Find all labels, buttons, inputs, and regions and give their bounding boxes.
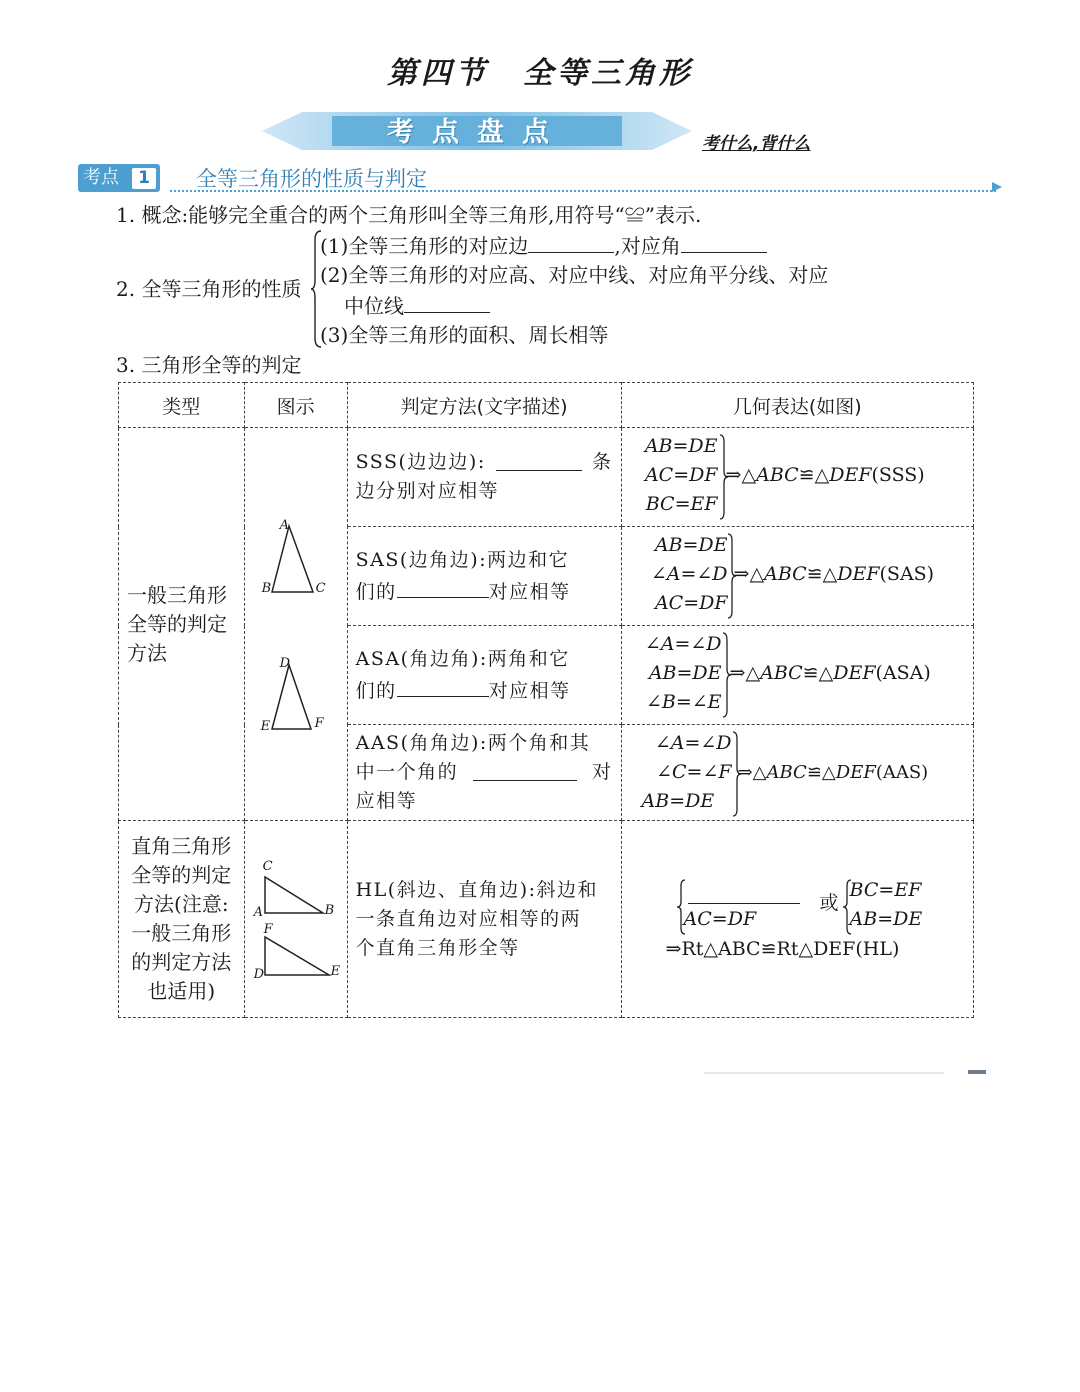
kaodian-title: 全等三角形的性质与判定 — [196, 167, 427, 191]
property-1-before: (1)全等三角形的对应边 — [320, 234, 529, 258]
property-1 — [320, 230, 767, 261]
section-title: 第四节 全等三角形 — [387, 56, 693, 91]
condition: AC=DF — [654, 592, 728, 614]
method-sss — [347, 428, 621, 527]
right-triangle-abc — [265, 877, 323, 913]
vertex-label: B — [261, 581, 272, 596]
fill-blank — [397, 674, 489, 697]
method-asa — [347, 626, 621, 725]
method-line: ASA(角边角):两角和它 — [355, 647, 570, 670]
condition: AB=DE — [654, 534, 728, 556]
dotted-divider — [170, 190, 996, 192]
method-line: AAS(角角边):两个角和其 — [355, 732, 591, 754]
expr-conditions — [628, 729, 732, 816]
expr-conditions — [628, 630, 722, 717]
method-line — [356, 448, 613, 477]
triangle-def — [272, 665, 311, 729]
property-3: (3)全等三角形的面积、周长相等 — [320, 323, 609, 347]
expr-conditions — [636, 432, 718, 519]
condition: ∠C=∠F — [656, 761, 732, 783]
fill-blank — [473, 758, 577, 781]
type-line: 直角三角形 — [131, 834, 232, 858]
vertex-label: E — [260, 719, 271, 734]
right-triangle-def — [265, 937, 329, 975]
method-line: 们的 对应相等 — [356, 674, 613, 706]
method-text: SSS(边边边): — [355, 451, 486, 473]
vertex-label: D — [253, 967, 265, 982]
type-line: 也适用) — [147, 979, 216, 1003]
kaodian-badge-label: 考点 — [83, 167, 119, 188]
method-line: SAS(边角边):两边和它 — [355, 548, 570, 571]
table-header-row — [119, 383, 974, 428]
right-type-cell — [119, 821, 245, 1018]
expr-conditions — [628, 531, 728, 618]
condition: BC=EF — [645, 493, 718, 515]
right-figure-cell — [244, 821, 347, 1018]
condition: ∠A=∠D — [654, 732, 732, 754]
concept-text: 1. 概念:能够完全重合的两个三角形叫全等三角形,用符号“≌”表示. — [116, 203, 702, 227]
hl-condition: AC=DF — [683, 908, 757, 930]
condition: AB=DE — [648, 662, 722, 684]
method-line: 边分别对应相等 — [355, 480, 500, 502]
fill-blank — [688, 881, 800, 904]
fill-blank — [496, 448, 582, 471]
arrow-right-icon — [992, 182, 1002, 192]
general-figure-cell — [244, 428, 347, 821]
method-line: 个直角三角形全等 — [355, 936, 520, 959]
table-row — [119, 428, 974, 527]
table-row — [119, 821, 974, 1018]
vertex-label: A — [253, 905, 263, 920]
fill-blank — [681, 230, 767, 253]
method-line: HL(斜边、直角边):斜边和 — [355, 878, 599, 901]
hl-conclusion: ⇒Rt△ABC≌Rt△DEF(HL) — [665, 938, 900, 960]
expr-hl — [621, 821, 973, 1018]
method-line: 应相等 — [355, 790, 418, 812]
vertex-label: F — [314, 716, 324, 731]
expr-sss — [621, 428, 973, 527]
kaodian-number: 1 — [132, 168, 156, 189]
judgement-table — [118, 382, 974, 1018]
property-2-line2-text: 中位线 — [344, 294, 404, 318]
header-type: 类型 — [119, 383, 245, 428]
type-line: 全等的判定 — [127, 611, 227, 636]
expr-conclusion: ⇒△ABC≌△DEF(AAS) — [737, 762, 929, 783]
banner-title: 考点盘点 — [387, 117, 567, 148]
triangle-abc — [272, 526, 313, 592]
vertex-label: F — [263, 922, 273, 937]
vertex-label: C — [315, 581, 326, 596]
type-line: 一般三角形 — [131, 921, 232, 945]
condition: ∠B=∠E — [645, 691, 722, 713]
expr-aas — [621, 725, 973, 821]
method-aas — [347, 725, 621, 821]
type-line: 一般三角形 — [127, 582, 227, 607]
judge-heading: 3. 三角形全等的判定 — [116, 353, 302, 377]
vertex-label: D — [279, 656, 291, 671]
fill-blank — [397, 575, 489, 598]
motto-text: 考什么,背什么 — [702, 134, 811, 154]
condition: AB=DE — [644, 435, 718, 457]
expr-sas — [621, 527, 973, 626]
method-line: 中一个角的 对 — [356, 758, 613, 787]
vertex-label: C — [262, 859, 273, 874]
expr-asa — [621, 626, 973, 725]
property-2-line1: (2)全等三角形的对应高、对应中线、对应角平分线、对应 — [320, 263, 829, 287]
scan-artifact — [968, 1070, 986, 1074]
hl-conditions — [850, 876, 923, 934]
condition: ∠A=∠D — [644, 633, 722, 655]
scan-artifact — [704, 1072, 944, 1074]
condition: AB=DE — [641, 790, 715, 812]
condition: ∠A=∠D — [650, 563, 728, 585]
general-type-cell — [119, 428, 245, 821]
header-method: 判定方法(文字描述) — [347, 383, 621, 428]
or-text: 或 — [819, 892, 839, 914]
vertex-label: B — [324, 903, 335, 918]
expr-conclusion: ⇒△ABC≌△DEF(SAS) — [733, 563, 935, 585]
condition: BC=EF — [849, 879, 922, 901]
method-line: 一条直角边对应相等的两 — [355, 907, 582, 930]
method-line: 们的 对应相等 — [356, 575, 613, 607]
vertex-label: E — [330, 964, 341, 979]
header-expression: 几何表达(如图) — [621, 383, 973, 428]
vertex-label: A — [279, 518, 289, 533]
condition: AB=DE — [849, 908, 923, 930]
type-line: 的判定方法 — [131, 950, 232, 974]
method-sas — [347, 527, 621, 626]
properties-label: 2. 全等三角形的性质 — [116, 277, 302, 301]
method-hl — [347, 821, 621, 1018]
triangle-figures — [245, 428, 347, 820]
expr-conclusion: ⇒△ABC≌△DEF(SSS) — [725, 464, 925, 486]
type-line: 方法(注意: — [134, 892, 229, 916]
type-line: 全等的判定 — [131, 863, 232, 887]
condition: AC=DF — [644, 464, 718, 486]
property-2-line2 — [344, 290, 490, 321]
expr-conclusion: ⇒△ABC≌△DEF(ASA) — [729, 662, 931, 684]
type-line: 方法 — [127, 640, 167, 665]
method-text: 条 — [592, 451, 613, 473]
header-figure: 图示 — [244, 383, 347, 428]
fill-blank — [404, 290, 490, 313]
property-1-mid: ,对应角 — [614, 234, 681, 258]
fill-blank — [528, 230, 614, 253]
